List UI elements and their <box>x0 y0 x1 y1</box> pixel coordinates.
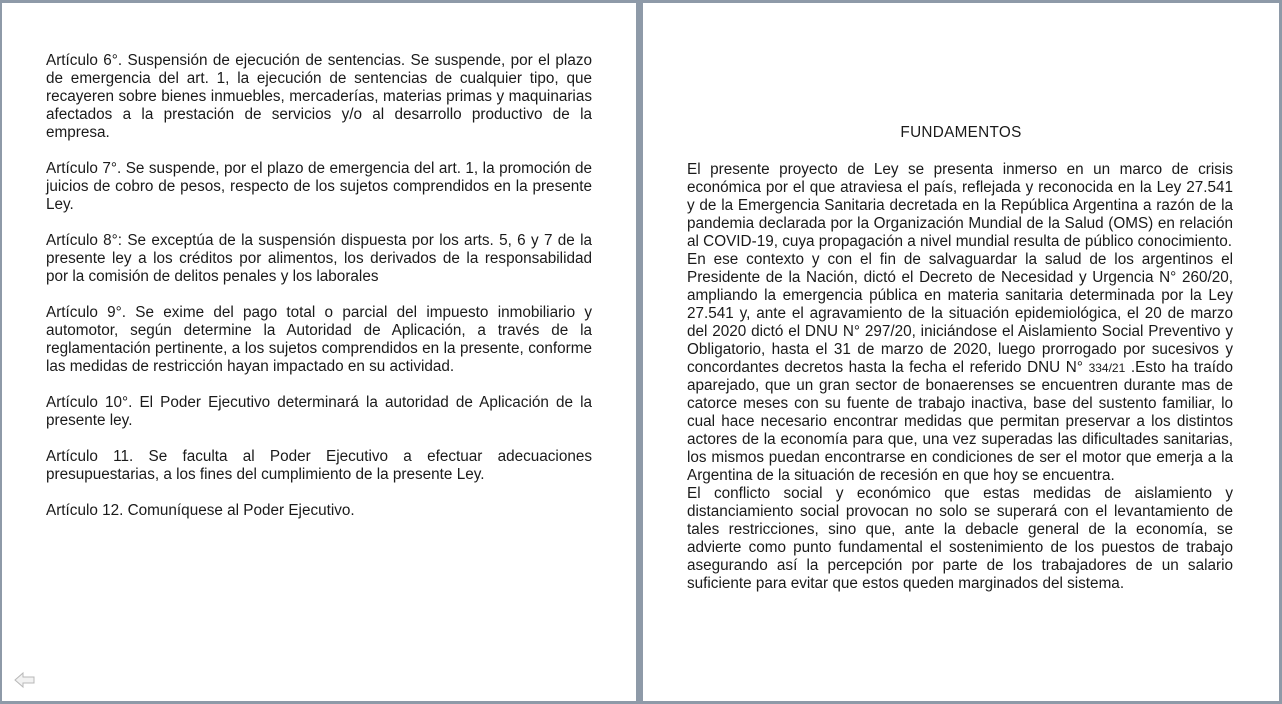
articles-column <box>46 52 592 538</box>
paragraph-2-text-end: .Esto ha traído aparejado, que un gran sector de bonaerenses se encuentren durante mas de catorce meses con su fuente de trabajo inactiva, base del sustento familiar, lo cual hace necesario encontrar medidas que permitan preservar a los distintos actores de la economía para que, una vez superadas las dificultades sanitarias, los mismos puedan encontrarse en condiciones de ser el motor que emerja a la Argentina de la situación de recesión en que hoy se encuentra. <box>687 359 1233 484</box>
article-10: Artículo 10°. El Poder Ejecutivo determinará la autoridad de Aplicación de la presente ley. <box>46 394 592 429</box>
dnu-number: 334/21 <box>1088 361 1126 375</box>
left-page <box>2 3 636 701</box>
article-6: Artículo 6°. Suspensión de ejecución de sentencias. Se suspende, por el plazo de emergencia del art. 1, la ejecución de sentencias de cualquier tipo, que recayeren sobre bienes inmuebles, mercaderías, materias primas y maquinarias afectados a la prestación de servicios y/o al desarrollo productivo de la empresa. <box>46 52 592 141</box>
article-11: Artículo 11. Se faculta al Poder Ejecutivo a efectuar adecuaciones presupuestarias, a los fines del cumplimiento de la presente Ley. <box>46 448 592 483</box>
fundamentos-heading: FUNDAMENTOS <box>900 124 1022 141</box>
back-arrow-icon[interactable] <box>14 671 36 689</box>
article-9: Artículo 9°. Se exime del pago total o parcial del impuesto inmobiliario y automotor, según determine la Autoridad de Aplicación, a través de la reglamentación pertinente, a los sujetos comprendidos en la presente, conforme las medidas de restricción hayan impactado en su actividad. <box>46 304 592 375</box>
article-7: Artículo 7°. Se suspende, por el plazo de emergencia del art. 1, la promoción de juicios de cobro de pesos, respecto de los sujetos comprendidos en la presente Ley. <box>46 160 592 213</box>
paragraph-2-text-start: En ese contexto y con el fin de salvaguardar la salud de los argentinos el Presidente de la Nación, dictó el Decreto de Necesidad y Urgencia N° 260/20, ampliando la emergencia pública en materia sanitaria determinada por la Ley 27.541 y, ante el agravamiento de la situación epidemiológica, el 20 de marzo del 2020 dictó el DNU N° 297/20, iniciándose el Aislamiento Social Preventivo y Obligatorio, hasta el 31 de marzo de 2020, luego prorrogado por sucesivos y concordantes decretos hasta la fecha el referido DNU N° <box>687 251 1233 376</box>
article-8: Artículo 8°: Se exceptúa de la suspensión dispuesta por los arts. 5, 6 y 7 de la presente ley a los créditos por alimentos, los derivados de la responsabilidad por la comisión de delitos penales y los laborales <box>46 232 592 285</box>
right-page <box>643 3 1279 701</box>
fundamentos-paragraph-2 <box>687 251 1233 485</box>
article-12: Artículo 12. Comuníquese al Poder Ejecutivo. <box>46 502 355 519</box>
fundamentos-paragraph-3: El conflicto social y económico que estas medidas de aislamiento y distanciamiento social provocan no solo se superará con el levantamiento de tales restricciones, sino que, ante la debacle general de la economía, se advierte como punto fundamental el sostenimiento de los puestos de trabajo asegurando así la percepción por parte de los trabajadores de un salario suficiente para evitar que estos queden marginados del sistema. <box>687 485 1233 592</box>
fundamentos-column <box>687 161 1233 593</box>
fundamentos-paragraph-1: El presente proyecto de Ley se presenta inmerso en un marco de crisis económica por el que atraviesa el país, reflejada y reconocida en la Ley 27.541 y de la Emergencia Sanitaria decretada en la República Argentina a razón de la pandemia declarada por la Organización Mundial de la Salud (OMS) en relación al COVID-19, cuya propagación a nivel mundial resulta de público conocimiento. <box>687 161 1233 250</box>
